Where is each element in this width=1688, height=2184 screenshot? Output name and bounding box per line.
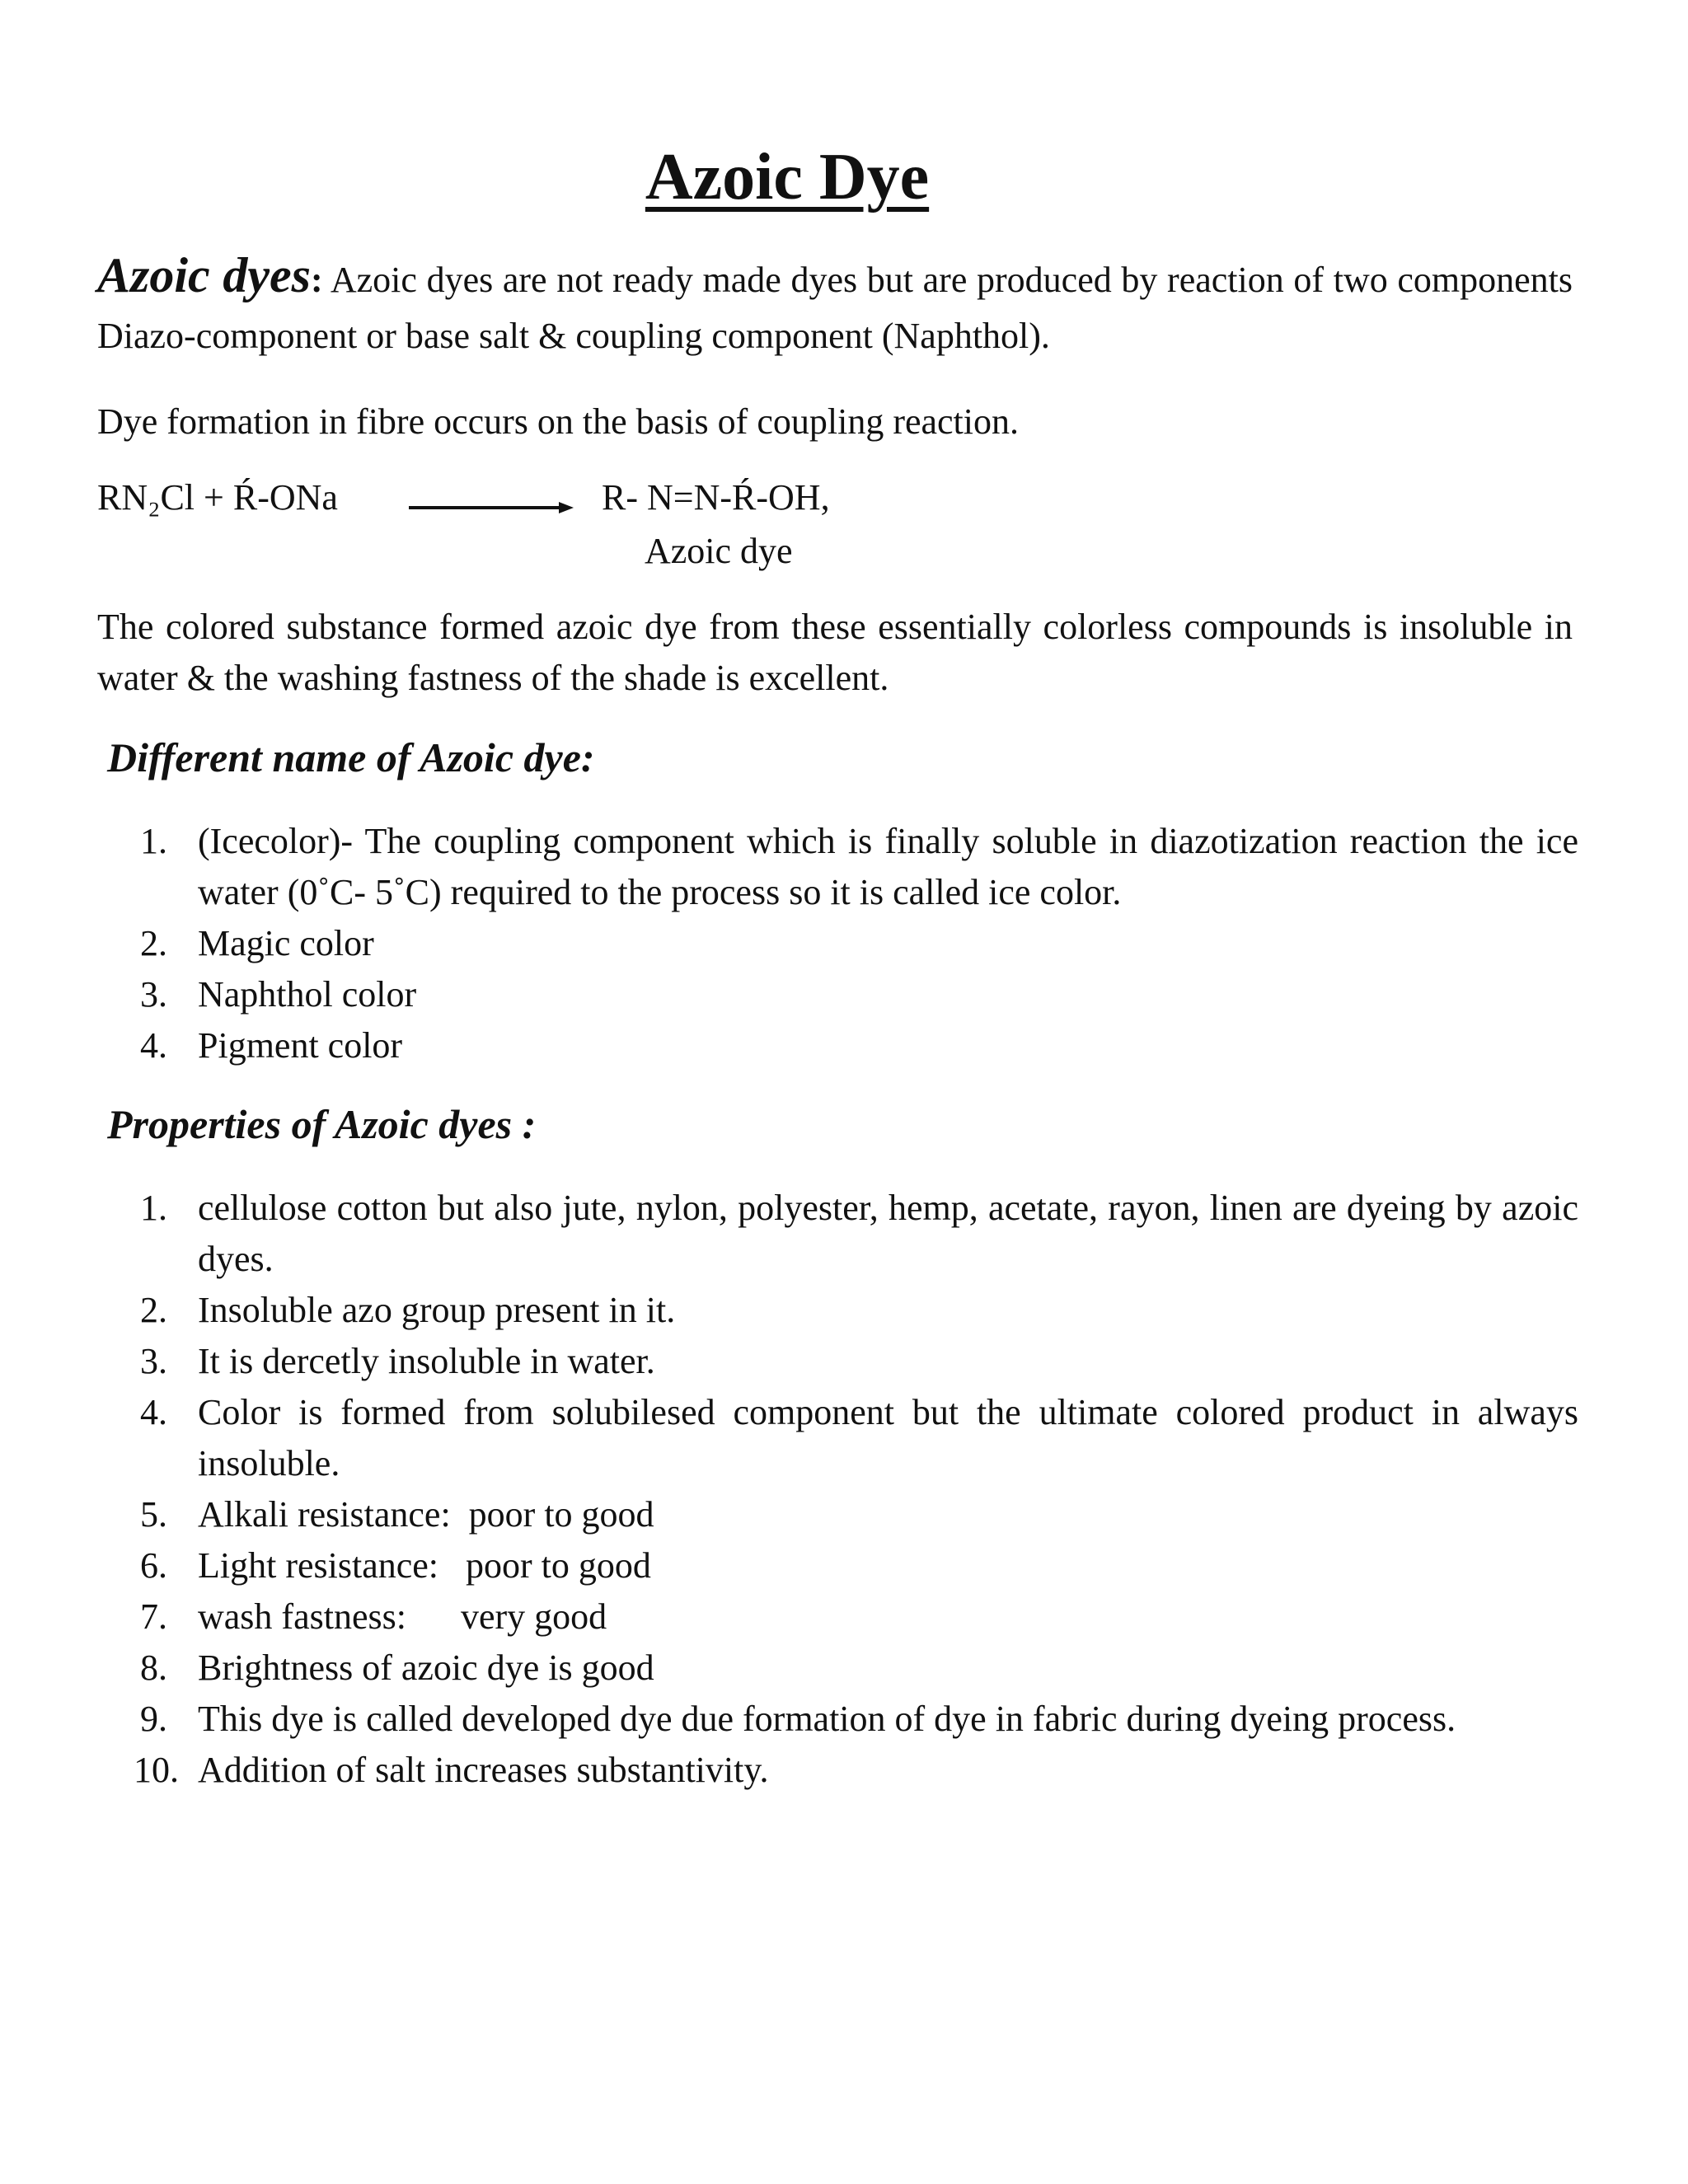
list-item: [134, 1745, 1578, 1796]
list-item: [140, 1540, 1578, 1591]
equation-product: R- N=N-Ŕ-OH,: [602, 477, 830, 518]
list-item: [140, 1591, 1578, 1643]
list-item: [140, 1020, 1578, 1071]
list-number: 2.: [140, 923, 167, 963]
list-text: Brightness of azoic dye is good: [198, 1647, 654, 1688]
list-number: 7.: [140, 1596, 167, 1637]
list-item: [140, 816, 1578, 918]
list-item: [140, 1387, 1578, 1489]
section-heading-names: Different name of Azoic dye:: [107, 734, 595, 780]
list-text: Addition of salt increases substantivity.: [198, 1750, 769, 1790]
list-number: 2.: [140, 1290, 167, 1330]
list-number: 5.: [140, 1494, 167, 1535]
list-text: (Icecolor)- The coupling component which is finally soluble in diazotization reaction the ice water (0˚C- 5˚C) required to the process so it is called ice color.: [198, 821, 1578, 912]
list-text: Alkali resistance: poor to good: [198, 1494, 654, 1535]
list-number: 4.: [140, 1025, 167, 1066]
intro-lead-term: Azoic dyes: [97, 248, 311, 302]
reaction-arrow-icon: [409, 499, 574, 516]
intro-paragraph: [97, 247, 1573, 364]
formation-paragraph: Dye formation in fibre occurs on the basis of coupling reaction.: [97, 401, 1020, 442]
list-text: It is dercetly insoluble in water.: [198, 1341, 655, 1381]
intro-text: Azoic dyes are not ready made dyes but are produced by reaction of two components Diazo-component or base salt & coupling component (Naphthol).: [97, 260, 1573, 356]
section-heading-properties: Properties of Azoic dyes :: [107, 1101, 537, 1147]
list-number: 1.: [140, 821, 167, 861]
list-item: [140, 1694, 1578, 1745]
list-number: 10.: [134, 1750, 179, 1790]
list-number: 9.: [140, 1699, 167, 1739]
list-text: Naphthol color: [198, 974, 417, 1015]
list-item: [140, 1489, 1578, 1540]
list-text: wash fastness: very good: [198, 1596, 607, 1637]
description-paragraph: The colored substance formed azoic dye from these essentially colorless compounds is insoluble in water & the washing fastness of the shade is excellent.: [97, 607, 1573, 698]
list-item: [140, 918, 1578, 969]
list-text: cellulose cotton but also jute, nylon, polyester, hemp, acetate, rayon, linen are dyeing by azoic dyes.: [198, 1188, 1578, 1279]
list-text: Magic color: [198, 923, 374, 963]
properties-list: [134, 1183, 1578, 1796]
list-item: [140, 1336, 1578, 1387]
list-text: Pigment color: [198, 1025, 403, 1066]
list-number: 6.: [140, 1545, 167, 1586]
list-number: 1.: [140, 1188, 167, 1228]
list-item: [140, 969, 1578, 1020]
list-number: 4.: [140, 1392, 167, 1432]
intro-colon: :: [310, 260, 323, 300]
list-number: 3.: [140, 974, 167, 1015]
list-number: 3.: [140, 1341, 167, 1381]
list-item: [140, 1183, 1578, 1285]
list-text: Light resistance: poor to good: [198, 1545, 651, 1586]
list-text: This dye is called developed dye due formation of dye in fabric during dyeing process.: [198, 1699, 1456, 1739]
list-text: Insoluble azo group present in it.: [198, 1290, 676, 1330]
list-item: [140, 1643, 1578, 1694]
equation-reactants: RN₂Cl + Ŕ-ONa: [97, 477, 338, 518]
equation-caption: Azoic dye: [645, 531, 793, 571]
names-list: [140, 816, 1578, 1071]
list-number: 8.: [140, 1647, 167, 1688]
list-text: Color is formed from solubilesed component but the ultimate colored product in always insoluble.: [198, 1392, 1578, 1483]
page-title: Azoic Dye: [645, 141, 930, 213]
list-item: [140, 1285, 1578, 1336]
